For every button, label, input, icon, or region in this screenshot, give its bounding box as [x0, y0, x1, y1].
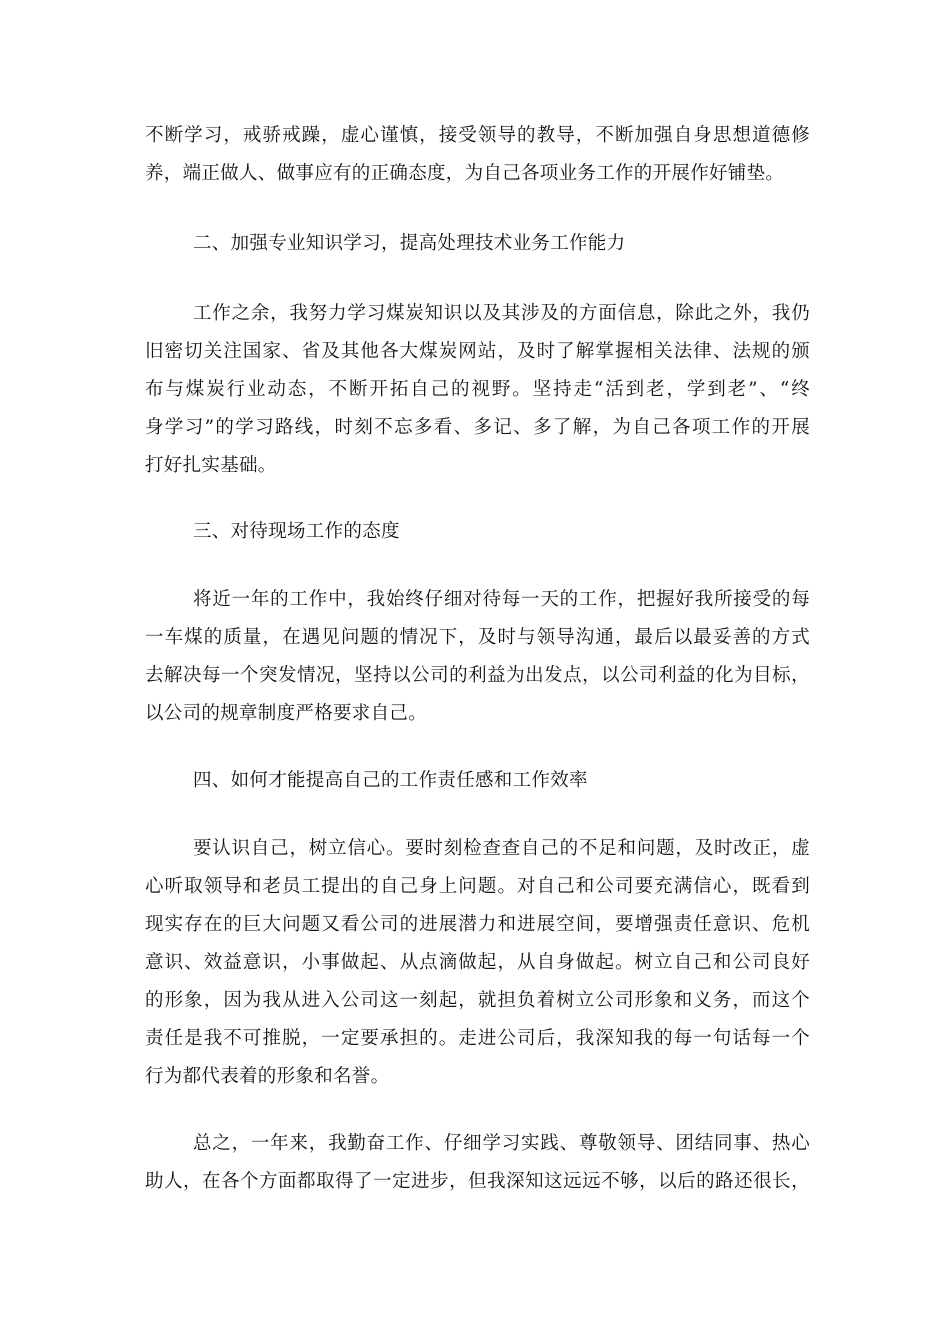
paragraph-4-line-1: 要认识自己，树立信心。要时刻检查查自己的不足和问题，及时改正，虚	[193, 838, 810, 859]
paragraph-5-line-1: 总之，一年来，我勤奋工作、仔细学习实践、尊敬领导、团结同事、热心	[193, 1133, 810, 1154]
section-heading-4: 四、如何才能提高自己的工作责任感和工作效率	[193, 770, 588, 791]
paragraph-2-line-4: 身学习”的学习路线，时刻不忘多看、多记、多了解，为自己各项工作的开展	[145, 417, 810, 438]
paragraph-3-line-2: 一车煤的质量，在遇见问题的情况下，及时与领导沟通，最后以最妥善的方式	[145, 627, 810, 648]
section-heading-3: 三、对待现场工作的态度	[193, 521, 400, 542]
paragraph-4-line-7: 行为都代表着的形象和名誉。	[145, 1066, 390, 1087]
paragraph-1-line-2: 养，端正做人、做事应有的正确态度，为自己各项业务工作的开展作好铺垫。	[145, 163, 785, 184]
paragraph-2-line-5: 打好扎实基础。	[145, 455, 277, 476]
paragraph-5-line-2: 助人，在各个方面都取得了一定进步，但我深知这远远不够，以后的路还很长，	[145, 1171, 810, 1192]
section-heading-2: 二、加强专业知识学习，提高处理技术业务工作能力	[193, 233, 626, 254]
paragraph-2-line-2: 旧密切关注国家、省及其他各大煤炭网站，及时了解掌握相关法律、法规的颁	[145, 341, 810, 362]
paragraph-4-line-3: 现实存在的巨大问题又看公司的进展潜力和进展空间，要增强责任意识、危机	[145, 914, 810, 935]
paragraph-3-line-1: 将近一年的工作中，我始终仔细对待每一天的工作，把握好我所接受的每	[193, 589, 810, 610]
paragraph-4-line-4: 意识、效益意识，小事做起、从点滴做起，从自身做起。树立自己和公司良好	[145, 952, 810, 973]
paragraph-4-line-2: 心听取领导和老员工提出的自己身上问题。对自己和公司要充满信心，既看到	[145, 876, 810, 897]
paragraph-4-line-5: 的形象，因为我从进入公司这一刻起，就担负着树立公司形象和义务，而这个	[145, 990, 810, 1011]
paragraph-2-line-1: 工作之余，我努力学习煤炭知识以及其涉及的方面信息，除此之外，我仍	[193, 303, 810, 324]
paragraph-3-line-4: 以公司的规章制度严格要求自己。	[145, 703, 428, 724]
paragraph-4-line-6: 责任是我不可推脱，一定要承担的。走进公司后，我深知我的每一句话每一个	[145, 1028, 810, 1049]
paragraph-3-line-3: 去解决每一个突发情况，坚持以公司的利益为出发点，以公司利益的化为目标，	[145, 665, 810, 686]
paragraph-2-line-3: 布与煤炭行业动态，不断开拓自己的视野。坚持走“活到老，学到老”、“终	[145, 379, 810, 400]
paragraph-1-line-1: 不断学习，戒骄戒躁，虚心谨慎，接受领导的教导，不断加强自身思想道德修	[145, 125, 810, 146]
